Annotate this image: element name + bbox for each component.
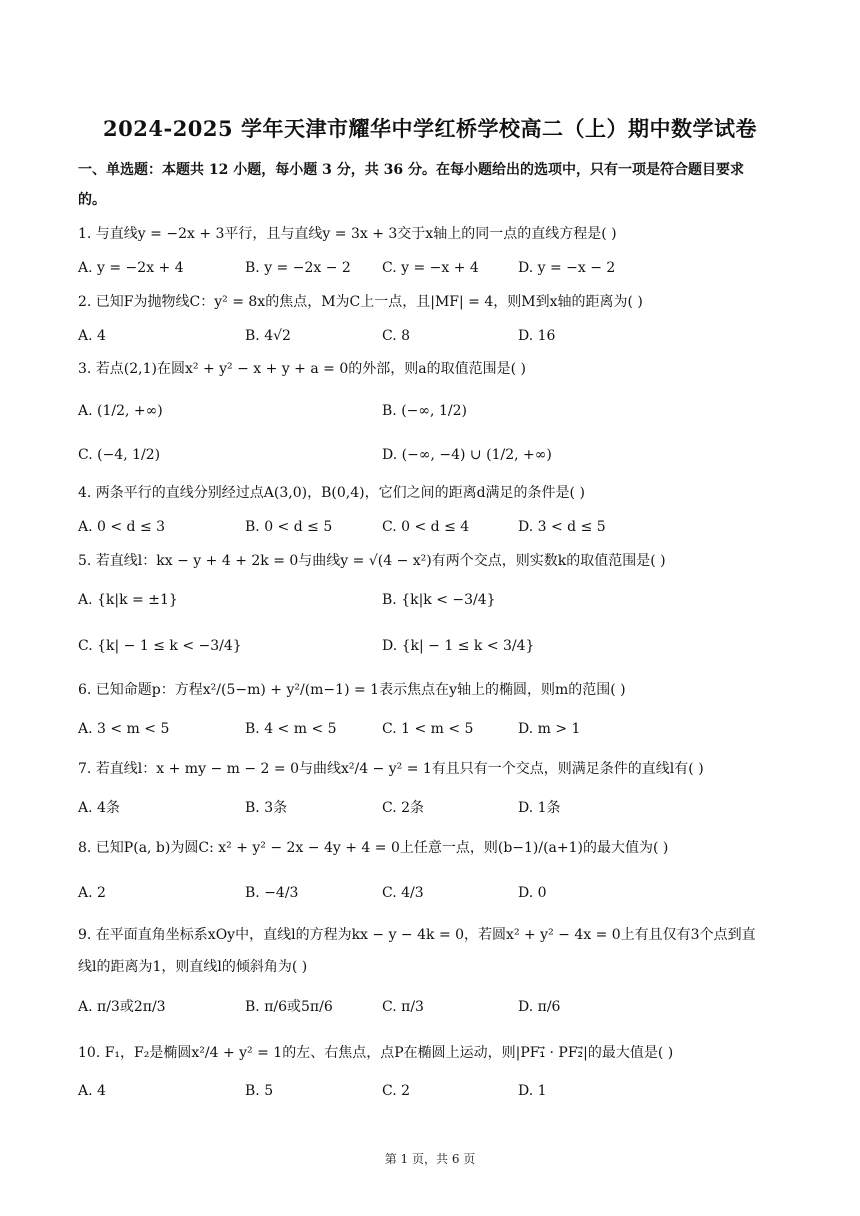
q4-option-c: C. 0 < d ≤ 4 — [382, 519, 470, 535]
q2-option-b: B. 4√2 — [245, 328, 291, 344]
question-3: 3. 若点(2,1)在圆x² + y² − x + y + a = 0的外部，则a的取值范围是( ) — [78, 361, 526, 377]
question-7: 7. 若直线l：x + my − m − 2 = 0与曲线x²/4 − y² = 1有且只有一个交点，则满足条件的直线l有( ) — [78, 761, 704, 777]
q5-option-b: B. {k|k < −3/4} — [382, 592, 496, 608]
q1-option-b: B. y = −2x − 2 — [245, 260, 351, 276]
q9-option-b: B. π/6或5π/6 — [245, 999, 333, 1015]
q5-option-a: A. {k|k = ±1} — [78, 592, 178, 608]
q8-option-c: C. 4/3 — [382, 885, 424, 901]
page-footer: 第 1 页，共 6 页 — [384, 1152, 476, 1166]
q4-option-b: B. 0 < d ≤ 5 — [245, 519, 333, 535]
q6-option-a: A. 3 < m < 5 — [78, 721, 170, 737]
section-heading: 一、单选题：本题共 12 小题，每小题 3 分，共 36 分。在每小题给出的选项中，只有一项是符合题目要求 — [78, 162, 744, 178]
q8-option-d: D. 0 — [518, 885, 547, 901]
q1-option-d: D. y = −x − 2 — [518, 260, 616, 276]
question-9-cont: 线l的距离为1，则直线l的倾斜角为( ) — [78, 959, 308, 975]
q6-option-b: B. 4 < m < 5 — [245, 721, 337, 737]
q10-option-c: C. 2 — [382, 1083, 411, 1099]
question-9: 9. 在平面直角坐标系xOy中，直线l的方程为kx − y − 4k = 0，若圆x² + y² − 4x = 0上有且仅有3个点到直 — [78, 927, 756, 943]
q5-option-c: C. {k| − 1 ≤ k < −3/4} — [78, 638, 242, 654]
q2-option-d: D. 16 — [518, 328, 556, 344]
q7-option-b: B. 3条 — [245, 800, 288, 816]
q2-option-c: C. 8 — [382, 328, 411, 344]
question-8: 8. 已知P(a, b)为圆C: x² + y² − 2x − 4y + 4 = 0上任意一点，则(b−1)/(a+1)的最大值为( ) — [78, 840, 669, 856]
q8-option-b: B. −4/3 — [245, 885, 299, 901]
q1-option-c: C. y = −x + 4 — [382, 260, 479, 276]
q1-option-a: A. y = −2x + 4 — [78, 260, 184, 276]
q4-option-a: A. 0 < d ≤ 3 — [78, 519, 166, 535]
q7-option-d: D. 1条 — [518, 800, 561, 816]
question-10: 10. F₁，F₂是椭圆x²/4 + y² = 1的左、右焦点，点P在椭圆上运动，则|PF₁⃗ · PF₂⃗|的最大值是( ) — [78, 1045, 674, 1061]
q7-option-a: A. 4条 — [78, 800, 120, 816]
q4-option-d: D. 3 < d ≤ 5 — [518, 519, 606, 535]
exam-title: 2024-2025 学年天津市耀华中学红桥学校高二（上）期中数学试卷 — [103, 116, 757, 141]
q9-option-c: C. π/3 — [382, 999, 424, 1015]
question-5: 5. 若直线l：kx − y + 4 + 2k = 0与曲线y = √(4 − x²)有两个交点，则实数k的取值范围是( ) — [78, 553, 666, 569]
q5-option-d: D. {k| − 1 ≤ k < 3/4} — [382, 638, 535, 654]
q2-option-a: A. 4 — [78, 328, 106, 344]
q9-option-a: A. π/3或2π/3 — [78, 999, 166, 1015]
q10-option-b: B. 5 — [245, 1083, 274, 1099]
q9-option-d: D. π/6 — [518, 999, 561, 1015]
q6-option-c: C. 1 < m < 5 — [382, 721, 474, 737]
question-1: 1. 与直线y = −2x + 3平行，且与直线y = 3x + 3交于x轴上的同一点的直线方程是( ) — [78, 226, 617, 242]
q3-option-c: C. (−4, 1/2) — [78, 447, 161, 463]
q6-option-d: D. m > 1 — [518, 721, 581, 737]
q10-option-d: D. 1 — [518, 1083, 547, 1099]
q3-option-a: A. (1/2, +∞) — [78, 403, 163, 419]
q7-option-c: C. 2条 — [382, 800, 425, 816]
q3-option-b: B. (−∞, 1/2) — [382, 403, 467, 419]
section-heading-cont: 的。 — [78, 192, 106, 208]
question-4: 4. 两条平行的直线分别经过点A(3,0)，B(0,4)，它们之间的距离d满足的条件是( ) — [78, 485, 585, 501]
q8-option-a: A. 2 — [78, 885, 106, 901]
question-2: 2. 已知F为抛物线C：y² = 8x的焦点，M为C上一点，且|MF| = 4，则M到x轴的距离为( ) — [78, 294, 643, 310]
q10-option-a: A. 4 — [78, 1083, 106, 1099]
question-6: 6. 已知命题p：方程x²/(5−m) + y²/(m−1) = 1表示焦点在y轴上的椭圆，则m的范围( ) — [78, 682, 626, 698]
q3-option-d: D. (−∞, −4) ∪ (1/2, +∞) — [382, 447, 552, 463]
